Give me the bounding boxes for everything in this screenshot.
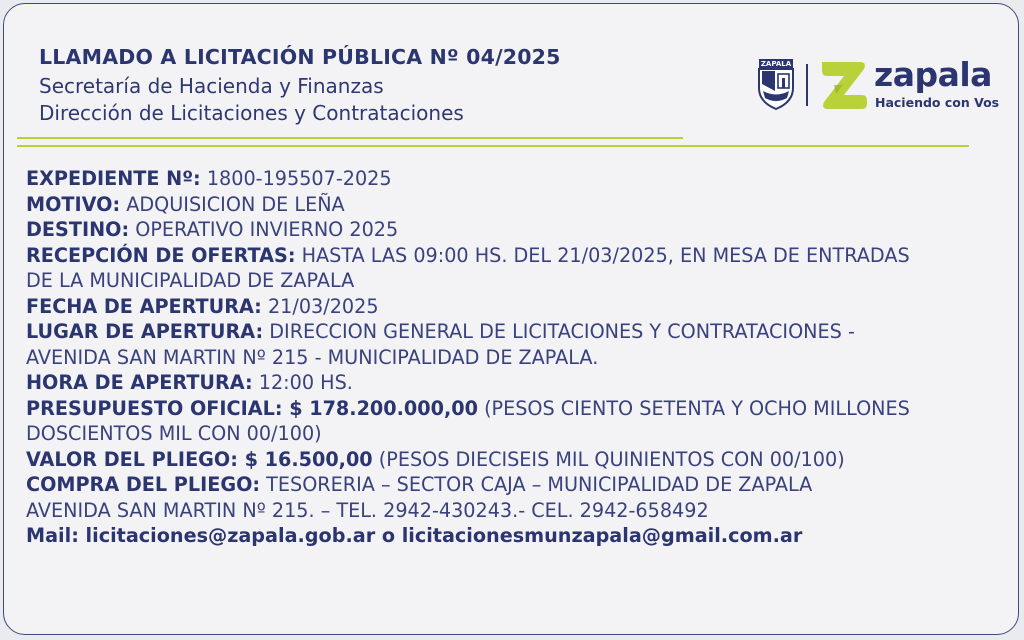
zapala-shield-icon	[756, 58, 796, 110]
fecha-label: FECHA DE APERTURA:	[26, 294, 262, 318]
lugar-value-cont: AVENIDA SAN MARTIN Nº 215 - MUNICIPALIDAD DE ZAPALA.	[26, 345, 599, 369]
expediente-row	[26, 166, 1016, 192]
recepcion-row-cont	[26, 268, 1016, 294]
header-divider-short	[17, 137, 683, 139]
lugar-value: DIRECCION GENERAL DE LICITACIONES Y CONTRATACIONES -	[263, 320, 855, 343]
motivo-row	[26, 192, 1016, 218]
recepcion-value: HASTA LAS 09:00 HS. DEL 21/03/2025, EN MESA DE ENTRADAS	[295, 243, 910, 267]
header-divider-long	[17, 145, 969, 147]
presupuesto-row	[26, 396, 1016, 422]
valor-value: (PESOS DIECISEIS MIL QUINIENTOS CON 00/100)	[372, 447, 845, 471]
presupuesto-label: PRESUPUESTO OFICIAL: $ 178.200.000,00	[26, 396, 478, 420]
expediente-value: 1800-195507-2025	[200, 167, 392, 190]
valor-row	[26, 447, 1016, 473]
destino-row	[26, 217, 1016, 243]
direccion-subtitle: Dirección de Licitaciones y Contrataciones	[39, 101, 464, 125]
recepcion-label: RECEPCIÓN DE OFERTAS:	[26, 243, 296, 267]
fecha-row	[26, 294, 1016, 320]
compra-value-cont: AVENIDA SAN MARTIN Nº 215. – TEL. 2942-430243.- CEL. 2942-658492	[26, 498, 709, 522]
mail-line[interactable]: Mail: licitaciones@zapala.gob.ar o licitacionesmunzapala@gmail.com.ar	[26, 524, 803, 547]
hora-row	[26, 370, 1016, 396]
hora-value: 12:00 HS.	[252, 371, 353, 394]
lugar-row-cont	[26, 345, 1016, 371]
brand-tagline: Haciendo con Vos	[875, 95, 1000, 110]
compra-row-cont	[26, 498, 1016, 524]
compra-value: TESORERIA – SECTOR CAJA – MUNICIPALIDAD DE ZAPALA	[260, 473, 813, 496]
destino-label: DESTINO:	[26, 218, 130, 241]
lugar-label: LUGAR DE APERTURA:	[26, 320, 264, 343]
fecha-value: 21/03/2025	[261, 294, 379, 318]
presupuesto-row-cont	[26, 421, 1016, 447]
lugar-row	[26, 319, 1016, 345]
compra-label: COMPRA DEL PLIEGO:	[26, 473, 261, 496]
destino-value: OPERATIVO INVIERNO 2025	[129, 218, 399, 241]
brand-logos	[756, 55, 1000, 112]
announcement-card	[3, 3, 1019, 635]
zapala-z-icon	[820, 60, 868, 110]
presupuesto-value: (PESOS CIENTO SETENTA Y OCHO MILLONES	[477, 396, 910, 420]
hora-label: HORA DE APERTURA:	[26, 371, 253, 394]
recepcion-value-cont: DE LA MUNICIPALIDAD DE ZAPALA	[26, 269, 355, 292]
motivo-value: ADQUISICION DE LEÑA	[120, 192, 345, 216]
presupuesto-value-cont: DOSCIENTOS MIL CON 00/100)	[26, 422, 322, 445]
valor-label: VALOR DEL PLIEGO: $ 16.500,00	[26, 447, 373, 471]
shield-text: ZAPALA	[760, 60, 792, 69]
expediente-label: EXPEDIENTE Nº:	[26, 167, 201, 190]
tender-details	[26, 166, 1016, 549]
compra-row	[26, 472, 1016, 498]
motivo-label: MOTIVO:	[26, 192, 121, 216]
recepcion-row	[26, 243, 1016, 269]
brand-name: zapala	[874, 55, 992, 94]
secretaria-subtitle: Secretaría de Hacienda y Finanzas	[39, 74, 384, 98]
page-title: LLAMADO A LICITACIÓN PÚBLICA Nº 04/2025	[39, 45, 561, 69]
logo-divider	[806, 64, 808, 106]
